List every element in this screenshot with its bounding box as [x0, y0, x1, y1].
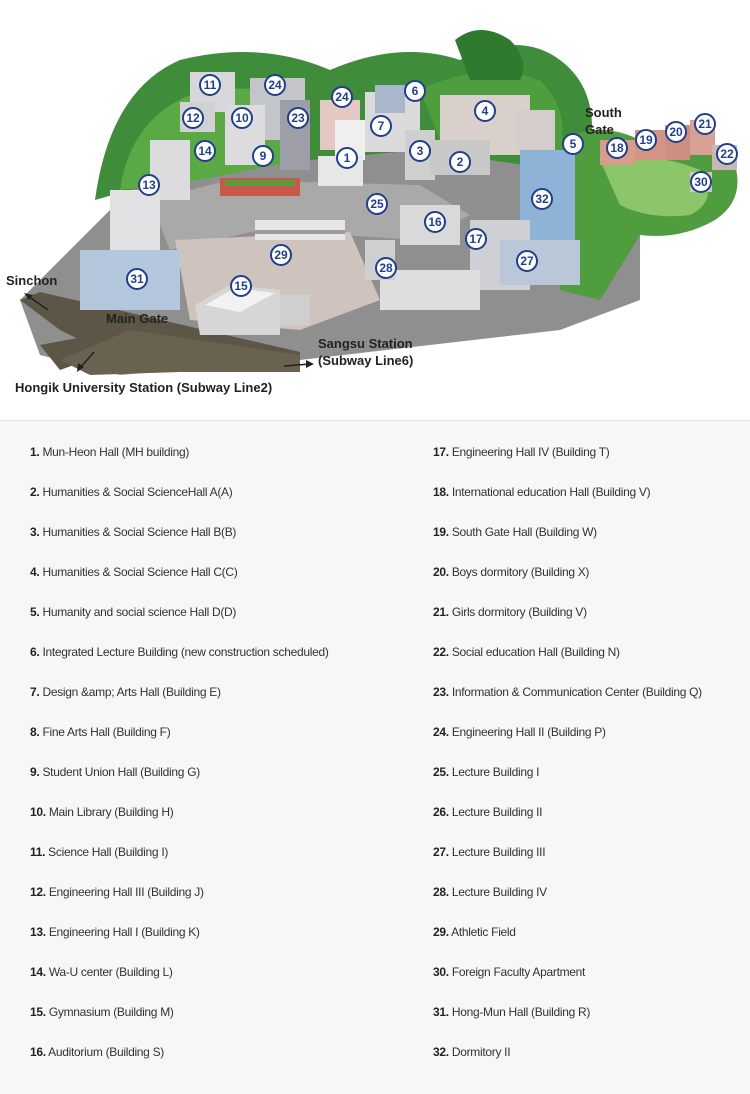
- map-marker-10: 10: [231, 107, 253, 129]
- map-marker-29: 29: [270, 244, 292, 266]
- legend-item: [433, 885, 702, 925]
- legend-item-number: 7.: [30, 685, 40, 699]
- south-gate-label-line2: Gate: [585, 122, 614, 137]
- sangsu-station-label-line1: Sangsu Station: [318, 336, 413, 351]
- legend-item-number: 26.: [433, 805, 449, 819]
- map-marker-3: 3: [409, 140, 431, 162]
- legend-item-number: 16.: [30, 1045, 46, 1059]
- legend-item-name: Lecture Building I: [451, 765, 540, 779]
- legend-item-name: Foreign Faculty Apartment: [451, 965, 586, 979]
- legend-item-number: 17.: [433, 445, 449, 459]
- legend-item-number: 11.: [30, 845, 46, 859]
- map-marker-9: 9: [252, 145, 274, 167]
- legend-column-left: [30, 445, 329, 1085]
- legend-item: [433, 765, 702, 805]
- legend-item-number: 27.: [433, 845, 449, 859]
- map-marker-17: 17: [465, 228, 487, 250]
- legend-item-name: Dormitory II: [451, 1045, 511, 1059]
- legend-item-number: 21.: [433, 605, 449, 619]
- legend-item: [30, 445, 329, 485]
- map-marker-12: 12: [182, 107, 204, 129]
- legend-item: [433, 645, 702, 685]
- legend-item-number: 32.: [433, 1045, 449, 1059]
- map-marker-20: 20: [665, 121, 687, 143]
- legend-column-right: [433, 445, 702, 1085]
- legend-item-name: Auditorium (Building S): [48, 1045, 164, 1059]
- sinchon-label: Sinchon: [6, 273, 58, 288]
- legend-item: [30, 805, 329, 845]
- legend-item: [433, 605, 702, 645]
- legend-item-name: Lecture Building IV: [451, 885, 547, 899]
- legend-item-name: Social education Hall (Building N): [451, 645, 620, 659]
- legend-item: [433, 525, 702, 565]
- legend-item-number: 3.: [30, 525, 40, 539]
- legend-item-name: Engineering Hall I (Building K): [48, 925, 200, 939]
- legend-item-name: Fine Arts Hall (Building F): [42, 725, 171, 739]
- legend-item-name: Information & Communication Center (Building Q): [451, 685, 702, 699]
- legend-item: [30, 605, 329, 645]
- legend-item: [433, 685, 702, 725]
- legend-item: [30, 925, 329, 965]
- legend-item-name: Gymnasium (Building M): [48, 1005, 174, 1019]
- legend-item-number: 8.: [30, 725, 40, 739]
- map-marker-27: 27: [516, 250, 538, 272]
- legend-item-number: 25.: [433, 765, 449, 779]
- legend-item: [433, 565, 702, 605]
- legend-item: [433, 845, 702, 885]
- legend-item-name: Humanities & Social ScienceHall A(A): [42, 485, 233, 499]
- map-marker-15: 15: [230, 275, 252, 297]
- legend-item-name: Lecture Building II: [451, 805, 543, 819]
- map-marker-2: 2: [449, 151, 471, 173]
- legend-item-number: 10.: [30, 805, 46, 819]
- building-legend: [0, 420, 750, 1094]
- legend-item: [30, 885, 329, 925]
- legend-item-number: 12.: [30, 885, 46, 899]
- legend-item-number: 6.: [30, 645, 40, 659]
- legend-item: [30, 965, 329, 1005]
- map-marker-25: 25: [366, 193, 388, 215]
- map-marker-4: 4: [474, 100, 496, 122]
- legend-item-name: Humanities & Social Science Hall C(C): [42, 565, 238, 579]
- legend-item-number: 31.: [433, 1005, 449, 1019]
- legend-item-name: Hong-Mun Hall (Building R): [451, 1005, 591, 1019]
- legend-item-name: Engineering Hall IV (Building T): [451, 445, 610, 459]
- legend-item-name: South Gate Hall (Building W): [451, 525, 597, 539]
- map-marker-24-b: 24: [331, 86, 353, 108]
- campus-map: [0, 0, 750, 420]
- legend-item-name: Lecture Building III: [451, 845, 546, 859]
- map-marker-30: 30: [690, 171, 712, 193]
- legend-item-number: 28.: [433, 885, 449, 899]
- main-gate-label: Main Gate: [106, 311, 169, 326]
- legend-item-name: Engineering Hall III (Building J): [48, 885, 204, 899]
- legend-item-name: Humanity and social science Hall D(D): [42, 605, 237, 619]
- map-marker-22: 22: [716, 143, 738, 165]
- legend-item: [30, 565, 329, 605]
- map-marker-18: 18: [606, 137, 628, 159]
- legend-item-name: Integrated Lecture Building (new construction scheduled): [42, 645, 329, 659]
- map-marker-7: 7: [370, 115, 392, 137]
- legend-item-number: 4.: [30, 565, 40, 579]
- legend-item: [433, 925, 702, 965]
- legend-item-number: 24.: [433, 725, 449, 739]
- legend-item-number: 13.: [30, 925, 46, 939]
- legend-item-number: 5.: [30, 605, 40, 619]
- legend-item: [433, 965, 702, 1005]
- legend-item-name: Science Hall (Building I): [48, 845, 169, 859]
- map-marker-28: 28: [375, 257, 397, 279]
- legend-item-number: 19.: [433, 525, 449, 539]
- legend-item-number: 15.: [30, 1005, 46, 1019]
- legend-item-number: 29.: [433, 925, 449, 939]
- legend-item: [30, 765, 329, 805]
- legend-item: [433, 1005, 702, 1045]
- sangsu-station-label-line2: (Subway Line6): [318, 353, 414, 368]
- legend-item: [30, 685, 329, 725]
- legend-item: [433, 805, 702, 845]
- legend-item-number: 22.: [433, 645, 449, 659]
- legend-item-name: Athletic Field: [451, 925, 516, 939]
- map-marker-24-a: 24: [264, 74, 286, 96]
- legend-item-name: Wa-U center (Building L): [48, 965, 173, 979]
- legend-item-number: 20.: [433, 565, 449, 579]
- map-marker-19: 19: [635, 129, 657, 151]
- legend-item: [30, 525, 329, 565]
- legend-item-name: Engineering Hall II (Building P): [451, 725, 606, 739]
- legend-item-number: 14.: [30, 965, 46, 979]
- legend-item: [30, 845, 329, 885]
- map-marker-32: 32: [531, 188, 553, 210]
- legend-item-name: Humanities & Social Science Hall B(B): [42, 525, 237, 539]
- legend-item: [433, 1045, 702, 1085]
- south-gate-label-line1: South: [585, 105, 622, 120]
- map-marker-1: 1: [336, 147, 358, 169]
- map-marker-6: 6: [404, 80, 426, 102]
- map-marker-13: 13: [138, 174, 160, 196]
- legend-item: [433, 485, 702, 525]
- legend-item-name: Design &amp; Arts Hall (Building E): [42, 685, 221, 699]
- map-marker-5: 5: [562, 133, 584, 155]
- legend-item-name: Student Union Hall (Building G): [42, 765, 200, 779]
- legend-item-number: 2.: [30, 485, 40, 499]
- legend-item: [433, 725, 702, 765]
- map-marker-14: 14: [194, 140, 216, 162]
- map-marker-11: 11: [199, 74, 221, 96]
- legend-item: [433, 445, 702, 485]
- map-marker-23: 23: [287, 107, 309, 129]
- legend-item-name: Boys dormitory (Building X): [451, 565, 590, 579]
- legend-item-number: 23.: [433, 685, 449, 699]
- legend-item-number: 9.: [30, 765, 40, 779]
- hongik-station-label: Hongik University Station (Subway Line2): [15, 380, 273, 395]
- map-marker-16: 16: [424, 211, 446, 233]
- legend-item: [30, 485, 329, 525]
- legend-item: [30, 1045, 329, 1085]
- legend-item-name: Girls dormitory (Building V): [451, 605, 587, 619]
- legend-item: [30, 1005, 329, 1045]
- map-marker-21: 21: [694, 113, 716, 135]
- legend-item-name: International education Hall (Building V): [451, 485, 651, 499]
- legend-item: [30, 645, 329, 685]
- legend-item-number: 30.: [433, 965, 449, 979]
- legend-item-name: Mun-Heon Hall (MH building): [42, 445, 190, 459]
- legend-item: [30, 725, 329, 765]
- legend-item-number: 1.: [30, 445, 40, 459]
- legend-item-number: 18.: [433, 485, 449, 499]
- map-marker-31: 31: [126, 268, 148, 290]
- legend-item-name: Main Library (Building H): [48, 805, 174, 819]
